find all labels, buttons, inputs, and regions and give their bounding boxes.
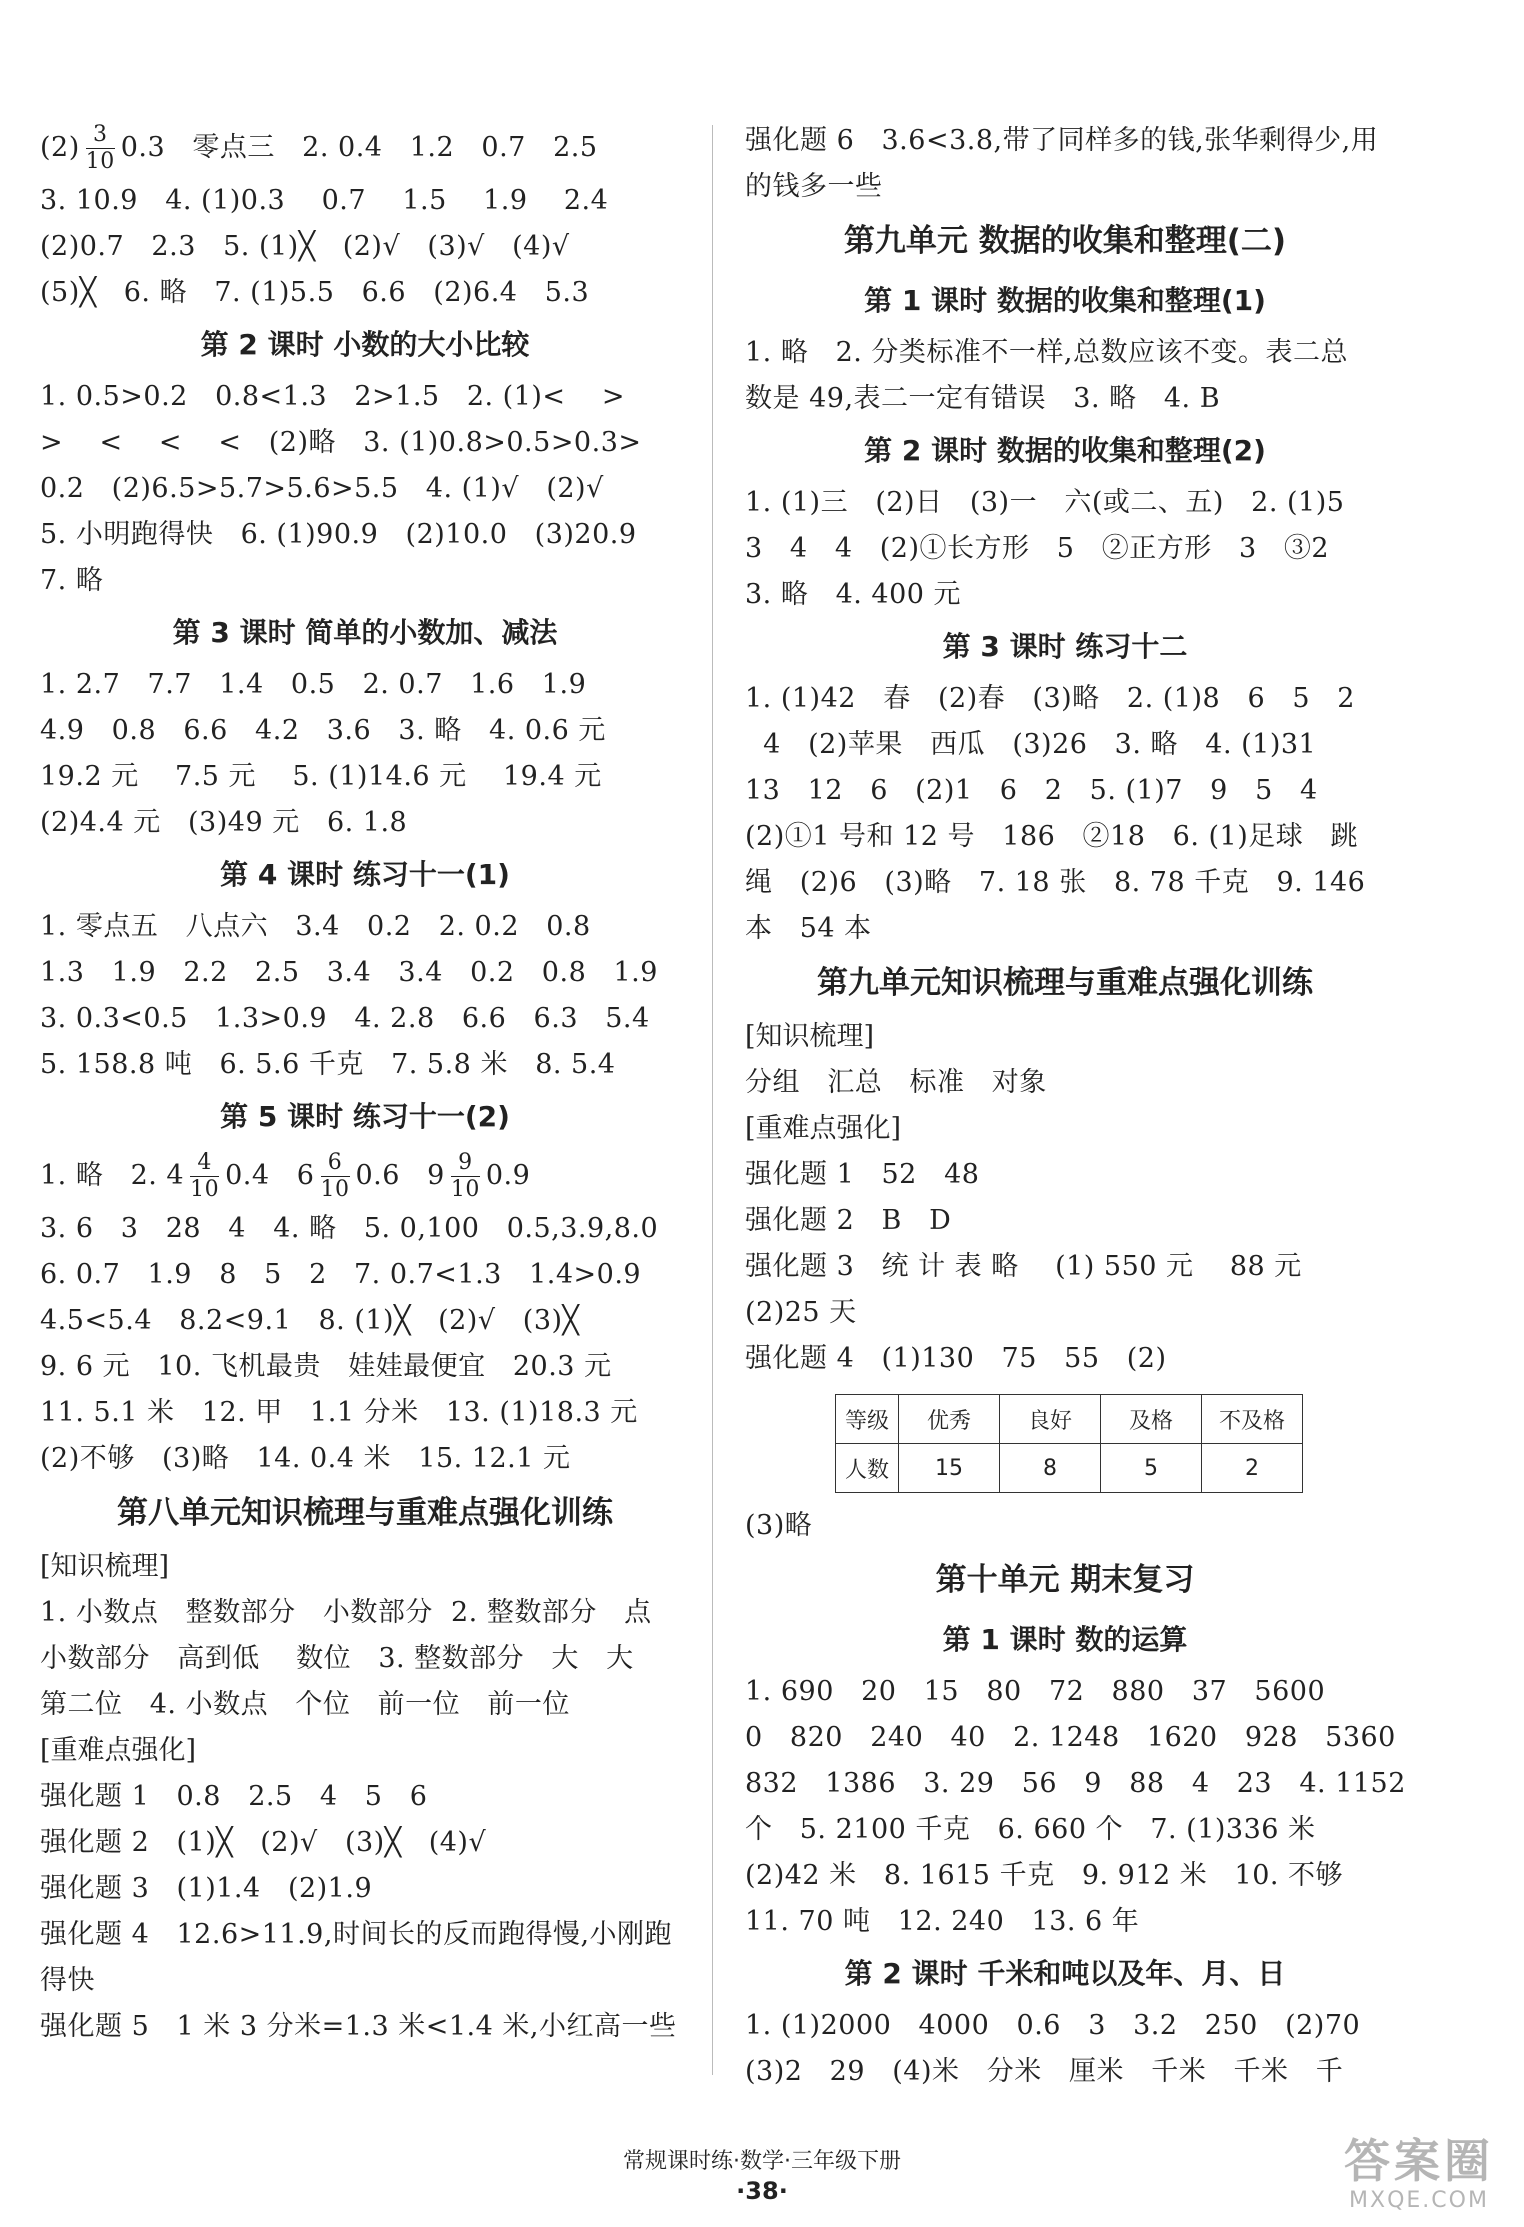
answer-line: 第二位 4. 小数点 个位 前一位 前一位	[40, 1689, 570, 1720]
section-tag: [重难点强化]	[745, 1113, 902, 1144]
book-title: 常规课时练·数学·三年级下册	[623, 2149, 901, 2174]
answer-line: 本 54 本	[745, 913, 872, 944]
lesson-heading: 第 3 课时 简单的小数加、减法	[172, 616, 558, 649]
answer-line: 强化题 3 统 计 表 略 (1) 550 元 88 元	[745, 1251, 1302, 1282]
answer-line: (2) $\frac{3}{10}$ 0.3 零点三 2. 0.4 1.2 0.7 2.5	[40, 122, 598, 174]
answer-line: 1. 略 2. 分类标准不一样,总数应该不变。表二总	[745, 337, 1349, 368]
watermark-url: MXQE.COM	[1349, 2188, 1489, 2213]
answer-line: 3. 0.3<0.5 1.3>0.9 4. 2.8 6.6 6.3 5.4	[40, 1003, 650, 1034]
table-cell: 8	[1000, 1444, 1101, 1493]
unit-heading: 第九单元 数据的收集和整理(二)	[843, 223, 1287, 259]
answer-line: 数是 49,表二一定有错误 3. 略 4. B	[745, 383, 1221, 414]
page-number: ·38·	[736, 2177, 788, 2205]
answer-line: 强化题 4 12.6>11.9,时间长的反而跑得慢,小刚跑	[40, 1919, 673, 1950]
lesson-heading: 第 4 课时 练习十一(1)	[220, 858, 510, 891]
answer-line: 0 820 240 40 2. 1248 1620 928 5360	[745, 1722, 1396, 1753]
answer-line: (2)不够 (3)略 14. 0.4 米 15. 12.1 元	[40, 1443, 571, 1474]
answer-line: 强化题 5 1 米 3 分米=1.3 米<1.4 米,小红高一些	[40, 2011, 677, 2042]
answer-line: 1.3 1.9 2.2 2.5 3.4 3.4 0.2 0.8 1.9	[40, 957, 658, 988]
answer-line: 0.2 (2)6.5>5.7>5.6>5.5 4. (1)√ (2)√	[40, 473, 604, 504]
answer-line: (3)2 29 (4)米 分米 厘米 千米 千米 千	[745, 2056, 1344, 2087]
fraction: $\frac{6}{10}$	[320, 1150, 350, 1202]
grade-table	[835, 1394, 1303, 1493]
lesson-heading: 第 5 课时 练习十一(2)	[220, 1100, 510, 1133]
table-header-cell: 不及格	[1202, 1395, 1303, 1444]
left-column	[40, 118, 690, 2050]
table-row	[836, 1444, 1303, 1493]
answer-line: 1. 零点五 八点六 3.4 0.2 2. 0.2 0.8	[40, 911, 591, 942]
answer-line: 得快	[40, 1965, 95, 1996]
answer-line: 832 1386 3. 29 56 9 88 4 23 4. 1152	[745, 1768, 1406, 1799]
answer-line: 绳 (2)6 (3)略 7. 18 张 8. 78 千克 9. 146	[745, 867, 1366, 898]
table-row-label: 人数	[836, 1444, 899, 1493]
answer-line: 4.5<5.4 8.2<9.1 8. (1)╳ (2)√ (3)╳	[40, 1305, 580, 1336]
answer-line: 强化题 2 B D	[745, 1205, 952, 1236]
unit-heading: 第九单元知识梳理与重难点强化训练	[817, 965, 1313, 1001]
answer-line: 强化题 6 3.6<3.8,带了同样多的钱,张华剩得少,用	[745, 125, 1379, 156]
answer-line: 5. 158.8 吨 6. 5.6 千克 7. 5.8 米 8. 5.4	[40, 1049, 616, 1080]
answer-line: 个 5. 2100 千克 6. 660 个 7. (1)336 米	[745, 1814, 1316, 1845]
answer-line: 11. 5.1 米 12. 甲 1.1 分米 13. (1)18.3 元	[40, 1397, 638, 1428]
lesson-heading: 第 3 课时 练习十二	[942, 630, 1188, 663]
answer-line: 3. 略 4. 400 元	[745, 579, 962, 610]
answer-line: 的钱多一些	[745, 171, 883, 202]
lesson-heading: 第 1 课时 数的运算	[942, 1623, 1188, 1656]
table-header-cell: 等级	[836, 1395, 899, 1444]
answer-line: (2)4.4 元 (3)49 元 6. 1.8	[40, 807, 408, 838]
watermark-logo	[1344, 2135, 1494, 2215]
answer-line: (2)42 米 8. 1615 千克 9. 912 米 10. 不够	[745, 1860, 1344, 1891]
table-header-cell: 良好	[1000, 1395, 1101, 1444]
fraction: $\frac{3}{10}$	[85, 122, 115, 174]
lesson-heading: 第 2 课时 小数的大小比较	[200, 328, 530, 361]
answer-line: 1. 0.5>0.2 0.8<1.3 2>1.5 2. (1)< >	[40, 381, 625, 412]
answer-line: 1. 690 20 15 80 72 880 37 5600	[745, 1676, 1326, 1707]
answer-line: 9. 6 元 10. 飞机最贵 娃娃最便宜 20.3 元	[40, 1351, 612, 1382]
answer-line: 6. 0.7 1.9 8 5 2 7. 0.7<1.3 1.4>0.9	[40, 1259, 642, 1290]
answer-line: 强化题 2 (1)╳ (2)√ (3)╳ (4)√	[40, 1827, 487, 1858]
table-header-cell: 及格	[1101, 1395, 1202, 1444]
answer-line: 5. 小明跑得快 6. (1)90.9 (2)10.0 (3)20.9	[40, 519, 637, 550]
answer-line: 3 4 4 (2)①长方形 5 ②正方形 3 ③2	[745, 533, 1330, 564]
table-row	[836, 1395, 1303, 1444]
unit-heading: 第八单元知识梳理与重难点强化训练	[117, 1495, 613, 1531]
answer-line: 3. 10.9 4. (1)0.3 0.7 1.5 1.9 2.4	[40, 185, 609, 216]
answer-line: 19.2 元 7.5 元 5. (1)14.6 元 19.4 元	[40, 761, 602, 792]
right-column	[745, 118, 1406, 2095]
fraction: $\frac{4}{10}$	[190, 1150, 220, 1202]
answer-line: 1. (1)三 (2)日 (3)一 六(或二、五) 2. (1)5	[745, 487, 1345, 518]
table-header-cell: 优秀	[899, 1395, 1000, 1444]
lesson-heading: 第 2 课时 数据的收集和整理(2)	[864, 434, 1266, 467]
answer-line: 3. 6 3 28 4 4. 略 5. 0,100 0.5,3.9,8.0	[40, 1213, 659, 1244]
answer-line: 13 12 6 (2)1 6 2 5. (1)7 9 5 4	[745, 775, 1318, 806]
answer-line: 强化题 3 (1)1.4 (2)1.9	[40, 1873, 373, 1904]
table-cell: 5	[1101, 1444, 1202, 1493]
answer-line: 1. (1)42 春 (2)春 (3)略 2. (1)8 6 5 2	[745, 683, 1355, 714]
table-cell: 2	[1202, 1444, 1303, 1493]
watermark-text: 答案圈	[1344, 2134, 1494, 2188]
section-tag: [重难点强化]	[40, 1735, 197, 1766]
answer-line: 1. 略 2. 4 $\frac{4}{10}$ 0.4 6 $\frac{6}{10}$ 0.6 9 $\frac{9}{10}$ 0.9	[40, 1150, 531, 1202]
answer-line: 强化题 1 52 48	[745, 1159, 980, 1190]
answer-line: 4.9 0.8 6.6 4.2 3.6 3. 略 4. 0.6 元	[40, 715, 606, 746]
answer-line: (2)25 天	[745, 1297, 857, 1328]
answer-line: 1. 2.7 7.7 1.4 0.5 2. 0.7 1.6 1.9	[40, 669, 587, 700]
answer-line: (3)略	[745, 1510, 813, 1541]
section-tag: [知识梳理]	[40, 1551, 170, 1582]
answer-line: 11. 70 吨 12. 240 13. 6 年	[745, 1906, 1140, 1937]
section-tag: [知识梳理]	[745, 1021, 875, 1052]
answer-line: 7. 略	[40, 565, 104, 596]
unit-heading: 第十单元 期末复习	[935, 1562, 1195, 1598]
page-footer	[0, 2148, 1524, 2206]
answer-line: (2)0.7 2.3 5. (1)╳ (2)√ (3)√ (4)√	[40, 231, 570, 262]
lesson-heading: 第 2 课时 千米和吨以及年、月、日	[844, 1957, 1286, 1990]
answer-line: (5)╳ 6. 略 7. (1)5.5 6.6 (2)6.4 5.3	[40, 277, 590, 308]
column-divider	[712, 125, 713, 2075]
answer-line: 4 (2)苹果 西瓜 (3)26 3. 略 4. (1)31	[745, 729, 1317, 760]
answer-line: > < < < (2)略 3. (1)0.8>0.5>0.3>	[40, 427, 642, 458]
lesson-heading: 第 1 课时 数据的收集和整理(1)	[864, 284, 1266, 317]
answer-line: 强化题 4 (1)130 75 55 (2)	[745, 1343, 1167, 1374]
answer-line: (2)①1 号和 12 号 186 ②18 6. (1)足球 跳	[745, 821, 1358, 852]
answer-line: 1. (1)2000 4000 0.6 3 3.2 250 (2)70	[745, 2010, 1361, 2041]
table-cell: 15	[899, 1444, 1000, 1493]
answer-line: 分组 汇总 标准 对象	[745, 1067, 1047, 1098]
answer-line: 1. 小数点 整数部分 小数部分 2. 整数部分 点	[40, 1597, 652, 1628]
answer-line: 小数部分 高到低 数位 3. 整数部分 大 大	[40, 1643, 634, 1674]
fraction: $\frac{9}{10}$	[450, 1150, 480, 1202]
answer-line: 强化题 1 0.8 2.5 4 5 6	[40, 1781, 428, 1812]
